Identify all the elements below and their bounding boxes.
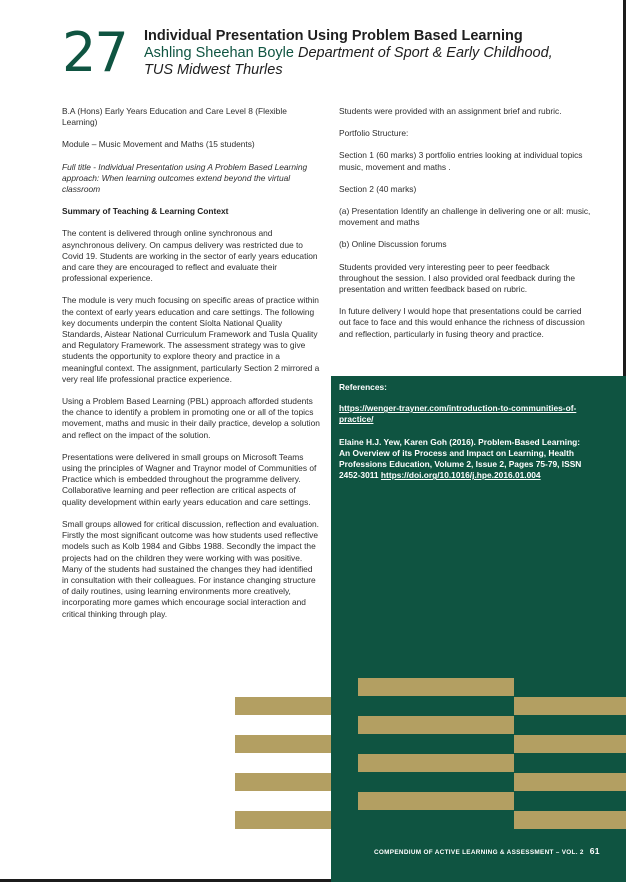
paragraph: Section 2 (40 marks) <box>339 183 417 194</box>
paragraph: (a) Presentation Identify an challenge in delivering one or all: music, movement and maths <box>339 206 591 228</box>
references-heading: References: <box>339 382 387 392</box>
footer-text: COMPENDIUM OF ACTIVE LEARNING & ASSESSMENT – VOL. 2 <box>374 849 584 856</box>
band <box>514 773 626 791</box>
band <box>514 735 626 753</box>
left-column <box>62 106 320 631</box>
chapter-number: 27 <box>62 21 127 84</box>
paragraph: Portfolio Structure: <box>339 128 409 139</box>
article-title: Individual Presentation Using Problem Based Learning <box>144 28 523 44</box>
department-line2: TUS Midwest Thurles <box>144 62 283 78</box>
paragraph: Presentations were delivered in small groups on Microsoft Teams using the principles of Wagner and Traynor model of Communities of Practice which is embedded throughout the programme delivery. Collaborative learning and peer reflection are critical aspects of quality development within early years education and care settings. <box>62 451 317 507</box>
reference-link-2[interactable]: https://doi.org/10.1016/j.hpe.2016.01.004 <box>380 470 541 481</box>
band <box>358 716 514 734</box>
paragraph: Small groups allowed for critical discussion, reflection and evaluation. Firstly the most significant outcome was how students used reflective models such as Kolb 1984 and Gibbs 1988. Secondly the impact the projects had on the children they were working with was positive. Many of the students had sustained the changes they had identified in consultation with their colleagues. For instance changing structure of daily routines, using learning environments more creatively, incorporating more games which encourage social interaction and critical thinking through play. <box>62 518 319 619</box>
reference-2-text: Elaine H.J. Yew, Karen Goh (2016). Problem-Based Learning: An Overview of its Process and Impact on Learning, Health Professions Education, Volume 2, Issue 2, Pages 75-79, ISSN 2452-3011 <box>339 436 582 481</box>
references <box>339 382 589 492</box>
module-text: Module – Music Movement and Maths (15 students) <box>62 139 255 150</box>
paragraph: (b) Online Discussion forums <box>339 239 447 250</box>
summary-heading: Summary of Teaching & Learning Context <box>62 206 229 217</box>
paragraph: Students provided very interesting peer to peer feedback throughout the session. I also provided oral feedback during the presentation and written feedback based on rubric. <box>339 261 576 295</box>
page-footer <box>374 846 600 856</box>
paragraph: The content is delivered through online synchronous and asynchronous delivery. On campus delivery was restricted due to Covid 19. Students are working in the sector of early years education and care they are encouraged to reflect and evaluate their professional experience. <box>62 228 318 284</box>
page-number: 61 <box>589 846 600 856</box>
paragraph: In future delivery I would hope that presentations could be carried out face to face and this would enhance the richness of discussion and reflection, particularly in fusing theory and practice. <box>339 306 585 339</box>
band <box>514 811 626 829</box>
band <box>235 773 331 791</box>
band <box>358 678 514 696</box>
reference-2 <box>339 437 589 482</box>
author-name: Ashling Sheehan Boyle <box>144 45 294 61</box>
programme-text: B.A (Hons) Early Years Education and Care Level 8 (Flexible Learning) <box>62 106 287 128</box>
band <box>235 735 331 753</box>
right-column <box>339 106 591 351</box>
band <box>235 697 331 715</box>
full-title-text: Full title - Individual Presentation using A Problem Based Learning approach: When learning outcomes extend beyond the virtual classroom <box>62 161 308 195</box>
reference-link-1[interactable]: https://wenger-trayner.com/introduction-to-communities-of-practice/ <box>339 403 577 425</box>
paragraph: The module is very much focusing on specific areas of practice within the context of early years education and care settings. The following key documents underpin the content Síolta National Quality Standards, Aistear National Curriculum Framework and Tusla Quality and Regulatory Framework. The assessment strategy was to give students the opportunity to explore theory and practice in a meaningful context. The assignment, particularly Section 2 mirrored a very real life professional practice experience. <box>62 295 320 384</box>
paragraph: Section 1 (60 marks) 3 portfolio entries looking at individual topics music, movement and maths . <box>339 150 583 172</box>
band <box>358 754 514 772</box>
band <box>514 697 626 715</box>
band <box>358 792 514 810</box>
author-line <box>144 45 584 62</box>
paragraph: Using a Problem Based Learning (PBL) approach afforded students the chance to identify a problem in promoting one or all of the topics movement, maths and music in their daily practice, develop a solution and reflect on the impact of the solution. <box>62 396 320 440</box>
band <box>235 811 331 829</box>
title-block <box>144 28 584 79</box>
paragraph: Students were provided with an assignment brief and rubric. <box>339 106 562 116</box>
department-line1: Department of Sport & Early Childhood, <box>297 45 553 61</box>
reference-1 <box>339 403 589 425</box>
